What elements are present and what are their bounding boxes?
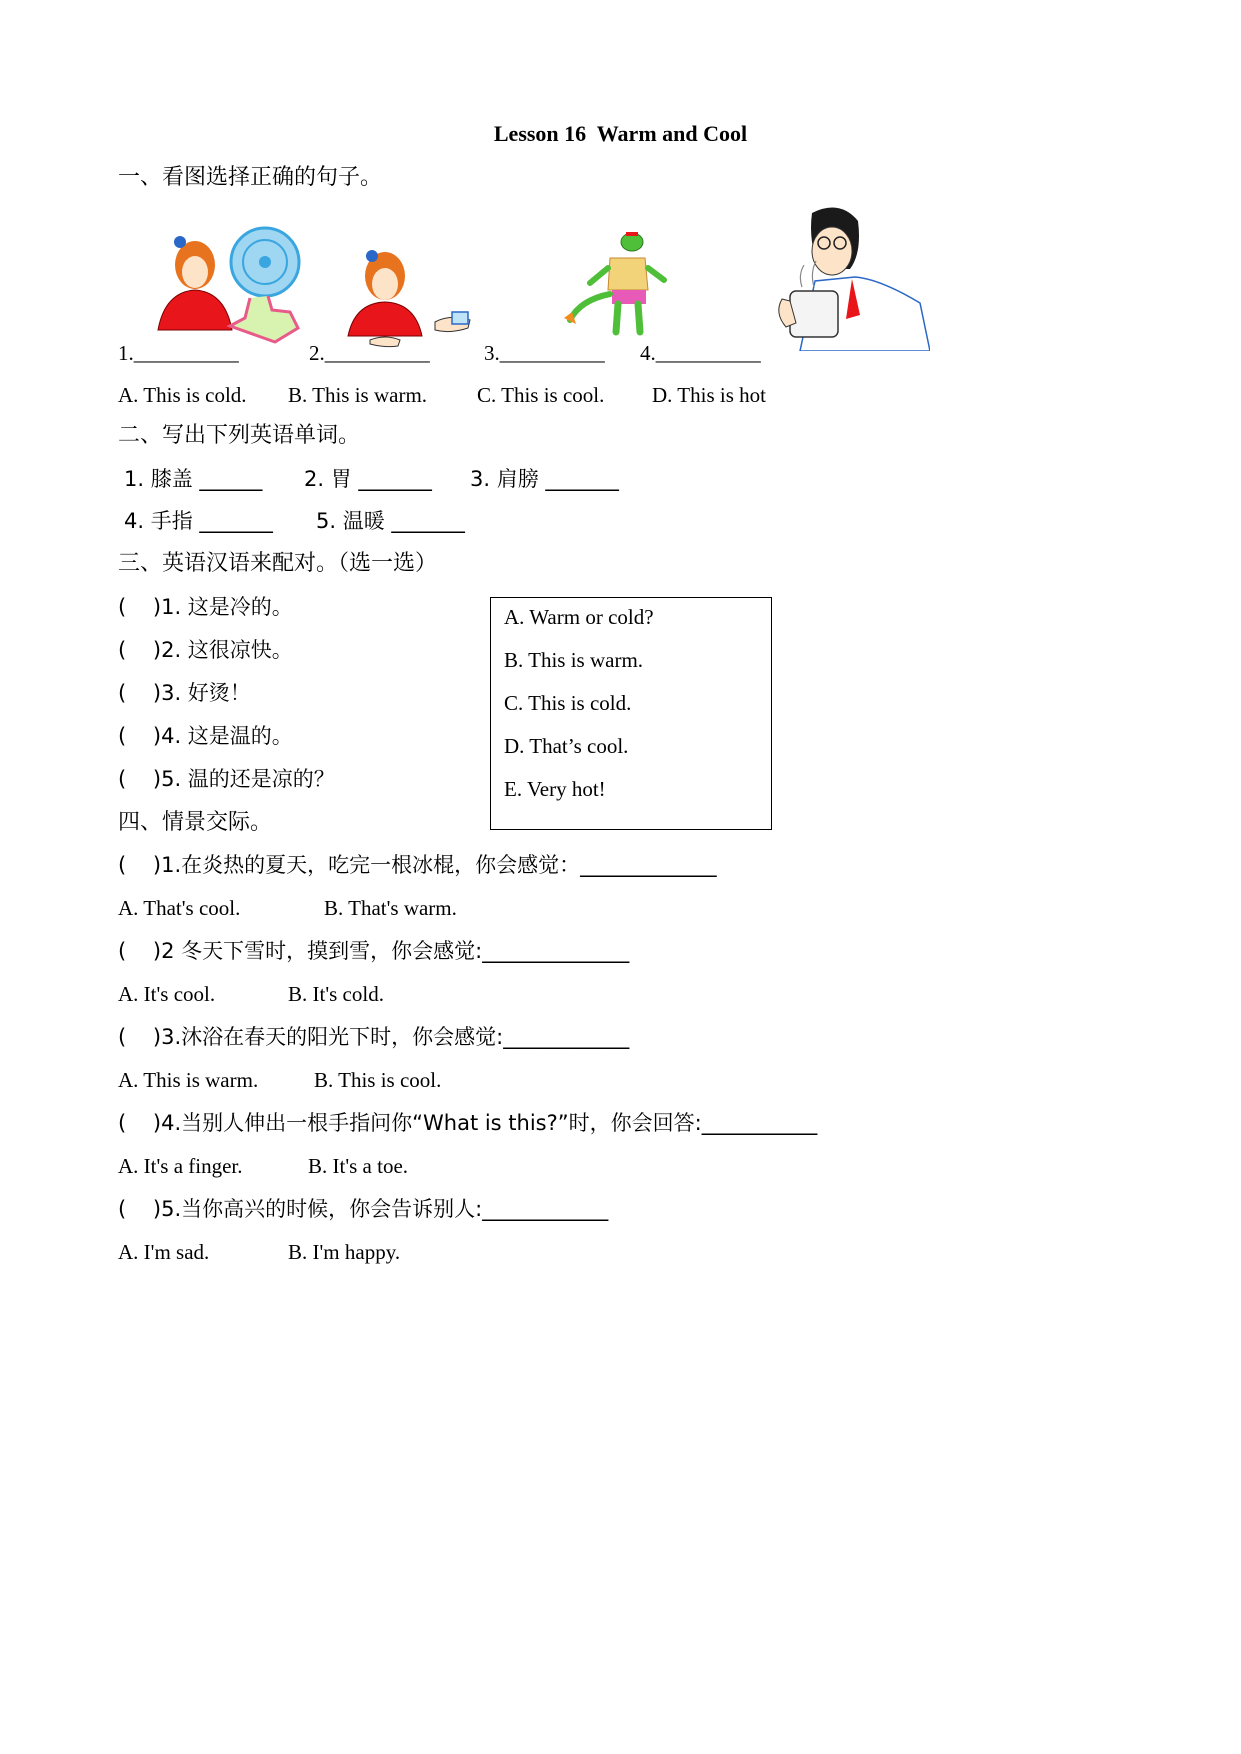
section1-option-b: B. This is warm. bbox=[288, 383, 428, 407]
man-with-hot-drink-picture bbox=[760, 203, 930, 351]
picture-blank-2[interactable]: 2.__________ bbox=[309, 341, 430, 365]
match-item-2[interactable]: ( )2. 这很凉快。 bbox=[118, 638, 293, 662]
word-item-1[interactable]: 1. 膝盖 ______ bbox=[124, 467, 263, 491]
section3-heading: 三、英语汉语来配对。（选一选） bbox=[118, 551, 438, 576]
section1-option-a: A. This is cold. bbox=[118, 383, 247, 407]
girl-with-ice-picture bbox=[340, 248, 485, 353]
match-option-c: C. This is cold. bbox=[504, 691, 632, 715]
section1-option-c: C. This is cool. bbox=[477, 383, 605, 407]
section1-option-d: D. This is hot bbox=[652, 383, 766, 407]
situation-4-option-b: B. It's a toe. bbox=[308, 1154, 409, 1178]
situation-question-1[interactable]: ( )1.在炎热的夏天，吃完一根冰棍，你会感觉：_____________ bbox=[118, 853, 717, 877]
match-option-d: D. That’s cool. bbox=[504, 734, 629, 758]
word-item-2[interactable]: 2. 胃 _______ bbox=[304, 467, 432, 491]
picture-blank-3[interactable]: 3.__________ bbox=[484, 341, 605, 365]
match-item-3[interactable]: ( )3. 好烫！ bbox=[118, 681, 251, 705]
section1-heading: 一、看图选择正确的句子。 bbox=[118, 165, 383, 190]
match-option-a: A. Warm or cold? bbox=[504, 605, 654, 629]
match-option-b: B. This is warm. bbox=[504, 648, 644, 672]
situation-question-2[interactable]: ( )2 冬天下雪时，摸到雪，你会感觉:______________ bbox=[118, 939, 630, 963]
word-item-4[interactable]: 4. 手指 _______ bbox=[124, 509, 273, 533]
situation-3-option-a: A. This is warm. bbox=[118, 1068, 259, 1092]
picture-blank-1[interactable]: 1.__________ bbox=[118, 341, 239, 365]
section4-heading: 四、情景交际。 bbox=[118, 810, 273, 835]
match-item-4[interactable]: ( )4. 这是温的。 bbox=[118, 724, 293, 748]
situation-1-option-a: A. That's cool. bbox=[118, 896, 241, 920]
situation-2-option-a: A. It's cool. bbox=[118, 982, 216, 1006]
girl-with-fan-picture bbox=[150, 220, 310, 345]
situation-question-4[interactable]: ( )4.当别人伸出一根手指问你“What is this?”时，你会回答:___________ bbox=[118, 1111, 818, 1135]
situation-1-option-b: B. That's warm. bbox=[324, 896, 457, 920]
match-item-5[interactable]: ( )5. 温的还是凉的？ bbox=[118, 767, 335, 791]
dinosaur-picture bbox=[560, 228, 670, 346]
picture-blank-4[interactable]: 4.__________ bbox=[640, 341, 761, 365]
situation-3-option-b: B. This is cool. bbox=[314, 1068, 442, 1092]
situation-4-option-a: A. It's a finger. bbox=[118, 1154, 243, 1178]
word-item-3[interactable]: 3. 肩膀 _______ bbox=[470, 467, 619, 491]
situation-question-5[interactable]: ( )5.当你高兴的时候，你会告诉别人:____________ bbox=[118, 1197, 609, 1221]
match-item-1[interactable]: ( )1. 这是冷的。 bbox=[118, 595, 293, 619]
situation-2-option-b: B. It's cold. bbox=[288, 982, 384, 1006]
page-title: Lesson 16 Warm and Cool bbox=[493, 121, 748, 146]
situation-5-option-b: B. I'm happy. bbox=[288, 1240, 401, 1264]
match-option-e: E. Very hot! bbox=[504, 777, 606, 801]
situation-5-option-a: A. I'm sad. bbox=[118, 1240, 210, 1264]
section2-heading: 二、写出下列英语单词。 bbox=[118, 423, 361, 448]
word-item-5[interactable]: 5. 温暖 _______ bbox=[316, 509, 465, 533]
situation-question-3[interactable]: ( )3.沐浴在春天的阳光下时，你会感觉:____________ bbox=[118, 1025, 630, 1049]
